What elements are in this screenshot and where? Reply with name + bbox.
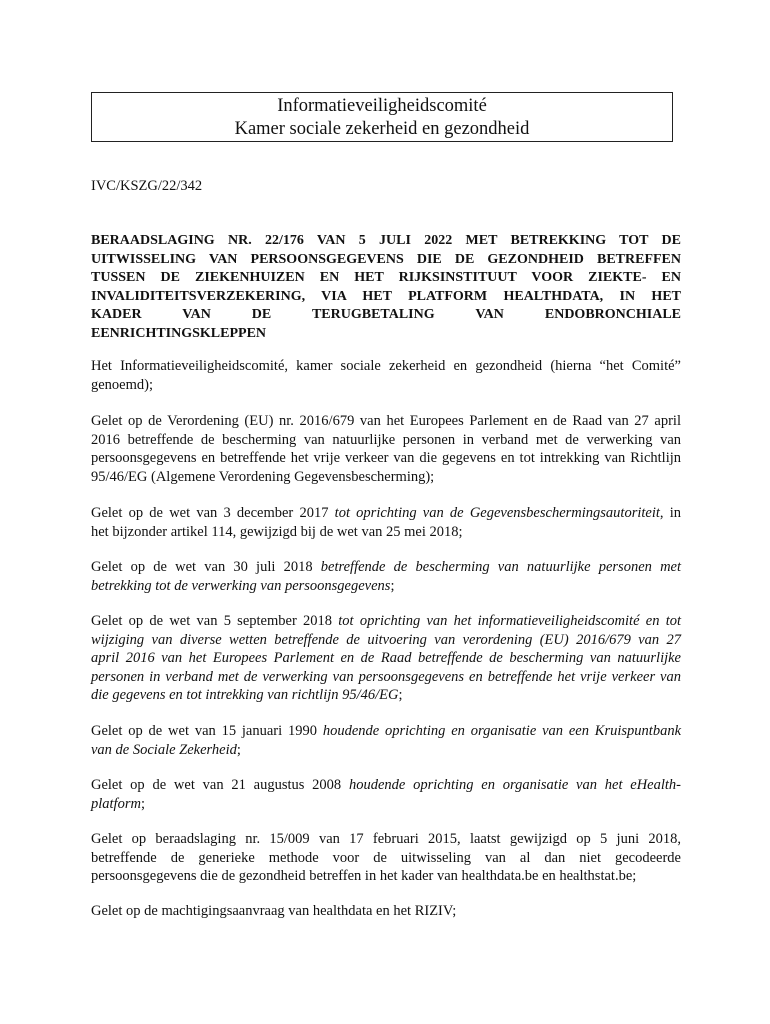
document-reference: IVC/KSZG/22/342	[91, 178, 203, 194]
paragraph-deliberation-15-009	[91, 830, 681, 886]
paragraph-line: persoonsgegevens die de gezondheid betreffen in het kader van healthdata.be en healthstat.be;	[91, 868, 637, 885]
paragraph-line: Gelet op de Verordening (EU) nr. 2016/679 van het Europees Parlement en de Raad van 27 april	[91, 413, 681, 429]
paragraph-law-2008	[91, 776, 681, 813]
paragraph-line: 95/46/EG (Algemene Verordening Gegevensbescherming);	[91, 468, 435, 485]
paragraph-line: van de Sociale Zekerheid;	[91, 741, 241, 758]
paragraph-line: wijziging van diverse wetten betreffende de uitvoering van verordening (EU) 2016/679 van 27	[91, 631, 681, 648]
paragraph-line: 2016 betreffende de bescherming van natuurlijke personen in verband met de verwerking van	[91, 431, 681, 448]
paragraph-line: Gelet op de wet van 15 januari 1990 houdende oprichting en organisatie van een Kruispuntbank	[91, 723, 682, 739]
decision-title-line: INVALIDITEITSVERZEKERING, VIA HET PLATFORM HEALTHDATA, IN HET	[91, 288, 681, 304]
paragraph-law-2018-september	[91, 612, 681, 705]
paragraph-law-2017	[91, 504, 681, 541]
paragraph-line: Het Informatieveiligheidscomité, kamer sociale zekerheid en gezondheid (hierna “het Comité”	[91, 358, 681, 374]
decision-title-line: EENRICHTINGSKLEPPEN	[91, 325, 267, 341]
paragraph-line: persoonsgegevens en betreffende het vrije verkeer van die gegevens en tot intrekking van Richtlijn	[91, 450, 681, 467]
paragraph-line: genoemd);	[91, 376, 154, 393]
paragraph-line: april 2016 van het Europees Parlement en de Raad betreffende de bescherming van natuurlijke	[91, 650, 681, 667]
paragraph-line: betrekking tot de verwerking van persoonsgegevens;	[91, 577, 395, 594]
paragraph-line: personen in verband met de verwerking van persoonsgegevens en betreffende het vrije verkeer van	[91, 668, 681, 685]
committee-header-box	[91, 92, 673, 142]
paragraph-law-2018-july	[91, 558, 681, 595]
paragraph-line: Gelet op de wet van 5 september 2018 tot oprichting van het informatieveiligheidscomité en tot	[91, 613, 682, 629]
paragraph-line: Gelet op de machtigingsaanvraag van healthdata en het RIZIV;	[91, 903, 457, 919]
decision-title-line: TUSSEN DE ZIEKENHUIZEN EN HET RIJKSINSTITUUT VOOR ZIEKTE- EN	[91, 270, 681, 286]
decision-title-line: UITWISSELING VAN PERSOONSGEGEVENS DIE DE GEZONDHEID BETREFFEN	[91, 251, 681, 267]
paragraph-line: Gelet op beraadslaging nr. 15/009 van 17 februari 2015, laatst gewijzigd op 5 juni 2018,	[91, 831, 681, 847]
decision-title-line: KADER VAN DE TERUGBETALING VAN ENDOBRONCHIALE	[91, 307, 681, 323]
paragraph-line: betreffende de generieke methode voor de uitwisseling van al dan niet gecodeerde	[91, 849, 681, 866]
paragraph-line: die gegevens en tot intrekking van richtlijn 95/46/EG;	[91, 687, 403, 704]
decision-title	[91, 232, 681, 344]
paragraph-line: Gelet op de wet van 3 december 2017 tot oprichting van de Gegevensbeschermingsautoriteit, in	[91, 505, 681, 521]
paragraph-line: platform;	[91, 795, 145, 812]
paragraph-line: Gelet op de wet van 30 juli 2018 betreffende de bescherming van natuurlijke personen met	[91, 559, 682, 575]
committee-name: Informatieveiligheidscomité	[277, 96, 487, 116]
decision-title-line: BERAADSLAGING NR. 22/176 VAN 5 JULI 2022 MET BETREKKING TOT DE	[91, 233, 681, 248]
paragraph-line: Gelet op de wet van 21 augustus 2008 houdende oprichting en organisatie van het eHealth-	[91, 777, 681, 793]
paragraph-committee	[91, 357, 681, 394]
paragraph-authorization-request	[91, 902, 681, 921]
committee-chamber: Kamer sociale zekerheid en gezondheid	[234, 119, 530, 139]
paragraph-law-1990	[91, 722, 681, 759]
paragraph-gdpr	[91, 412, 681, 486]
paragraph-line: het bijzonder artikel 114, gewijzigd bij de wet van 25 mei 2018;	[91, 523, 463, 540]
